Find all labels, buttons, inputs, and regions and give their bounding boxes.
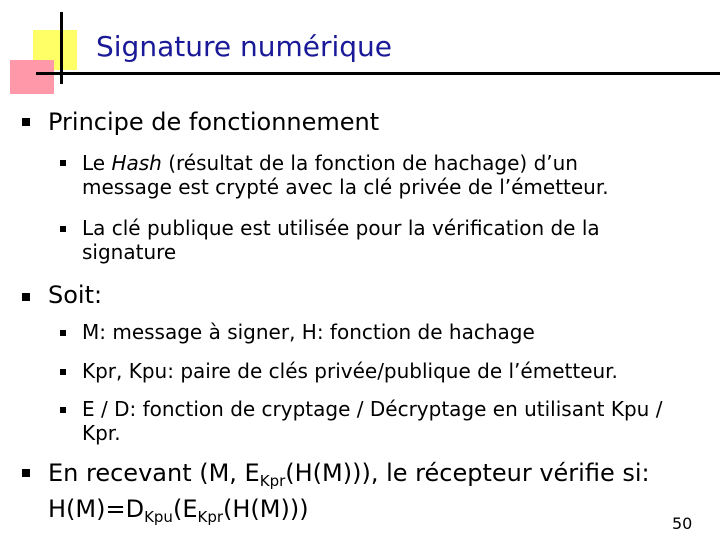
sub-bullet-message: M: message à signer, H: fonction de hachage <box>82 320 535 344</box>
sub-bullet-public-key <box>82 216 702 264</box>
page-number: 50 <box>672 514 693 533</box>
formula-text: (H(M))) <box>223 495 309 523</box>
bullet-principe: Principe de fonctionnement <box>48 108 380 136</box>
bullet-square <box>22 118 30 126</box>
title-underline <box>36 72 720 75</box>
slide-title: Signature numérique <box>96 30 393 63</box>
subscript-kpr: Kpr <box>197 508 224 526</box>
encryption-line2: Kpr. <box>82 421 121 445</box>
hash-rest: (résultat de la fonction de hachage) d’un <box>161 151 578 175</box>
hash-prefix: Le <box>82 151 112 175</box>
bullet-soit: Soit: <box>48 281 103 309</box>
verification-text: (H(M))), le récepteur vérifie si: <box>285 459 650 487</box>
sub-bullet-square <box>60 226 66 232</box>
public-key-line1: La clé publique est utilisée pour la vérification de la <box>82 216 600 240</box>
sub-bullet-square <box>60 330 66 336</box>
encryption-line1: E / D: fonction de cryptage / Décryptage en utilisant Kpu / <box>82 397 663 421</box>
subscript-kpu: Kpu <box>144 508 173 526</box>
sub-bullet-square <box>60 369 66 375</box>
sub-bullet-square <box>60 407 66 413</box>
decorative-pink-square <box>10 60 54 94</box>
subscript-kpr: Kpr <box>259 472 286 490</box>
verification-text: En recevant (M, E <box>48 459 260 487</box>
sub-bullet-encryption <box>82 397 712 445</box>
hash-italic: Hash <box>111 151 162 175</box>
sub-bullet-square <box>60 160 66 166</box>
bullet-verification <box>48 459 650 531</box>
bullet-square <box>22 293 30 301</box>
sub-bullet-hash <box>82 151 702 199</box>
formula-text: H(M)=D <box>48 495 145 523</box>
formula-text: (E <box>172 495 198 523</box>
public-key-line2: signature <box>82 240 177 264</box>
hash-line2: message est crypté avec la clé privée de l’émetteur. <box>82 175 609 199</box>
bullet-square <box>22 469 30 477</box>
sub-bullet-keys: Kpr, Kpu: paire de clés privée/publique de l’émetteur. <box>82 359 618 383</box>
